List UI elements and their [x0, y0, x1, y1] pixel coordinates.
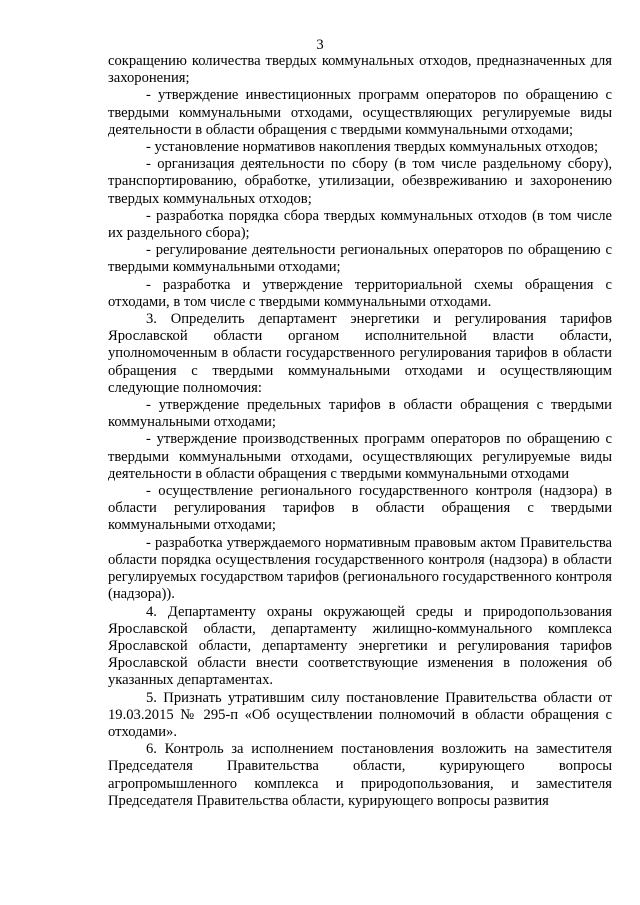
- list-item: - утверждение инвестиционных программ операторов по обращению с твердыми коммунальными отходами, осуществляющих регулируемые виды деятельности в области обращения с твердыми коммунальными отходами;: [108, 87, 612, 138]
- list-item: - осуществление регионального государственного контроля (надзора) в области регулирования тарифов в области обращения с твердыми коммунальными отходами;: [108, 483, 612, 534]
- list-item: - разработка и утверждение территориальной схемы обращения с отходами, в том числе с твердыми коммунальными отходами.: [108, 276, 612, 310]
- paragraph: сокращению количества твердых коммунальных отходов, предназначенных для захоронения;: [108, 53, 612, 87]
- numbered-paragraph: 3. Определить департамент энергетики и регулирования тарифов Ярославской области органом исполнительной власти области, уполномоченным в области государственного регулирования тарифов в области обращения с твердыми коммунальными отходами и осуществляющим следующие полномочия:: [108, 311, 612, 396]
- numbered-paragraph: 4. Департаменту охраны окружающей среды и природопользования Ярославской области, департаменту жилищно-коммунального комплекса Ярославской области, департаменту энергетики и регулирования тарифов Ярославской области внести соответствующие изменения в положения об указанных департаментах.: [108, 603, 612, 689]
- numbered-paragraph: 6. Контроль за исполнением постановления возложить на заместителя Председателя Правительства области, курирующего вопросы агропромышленного комплекса и природопользования, и заместителя Председателя Правительства области, курирующего вопросы развития: [108, 741, 612, 809]
- list-item: - регулирование деятельности региональных операторов по обращению с твердыми коммунальными отходами;: [108, 242, 612, 276]
- list-item: - разработка утверждаемого нормативным правовым актом Правительства области порядка осуществления государственного контроля (надзора) в области регулируемых государством тарифов (регионального государственного контроля (надзора)).: [108, 534, 612, 603]
- list-item: - разработка порядка сбора твердых коммунальных отходов (в том числе их раздельного сбора);: [108, 207, 612, 242]
- document-body: [108, 53, 612, 810]
- list-item: - организация деятельности по сбору (в том числе раздельному сбору), транспортированию, обработке, утилизации, обезвреживанию и захоронению твердых коммунальных отходов;: [108, 156, 612, 207]
- list-item: - утверждение предельных тарифов в области обращения с твердыми коммунальными отходами;: [108, 397, 612, 431]
- list-item: - установление нормативов накопления твердых коммунальных отходов;: [146, 139, 599, 156]
- list-item: - утверждение производственных программ операторов по обращению с твердыми коммунальными отходами, осуществляющих регулируемые виды деятельности в области обращения с твердыми коммунальными отходами: [108, 431, 612, 482]
- page-number: 3: [316, 37, 324, 53]
- numbered-paragraph: 5. Признать утратившим силу постановление Правительства области от 19.03.2015 № 295-п «Об осуществлении полномочий в области обращения с отходами».: [108, 689, 612, 740]
